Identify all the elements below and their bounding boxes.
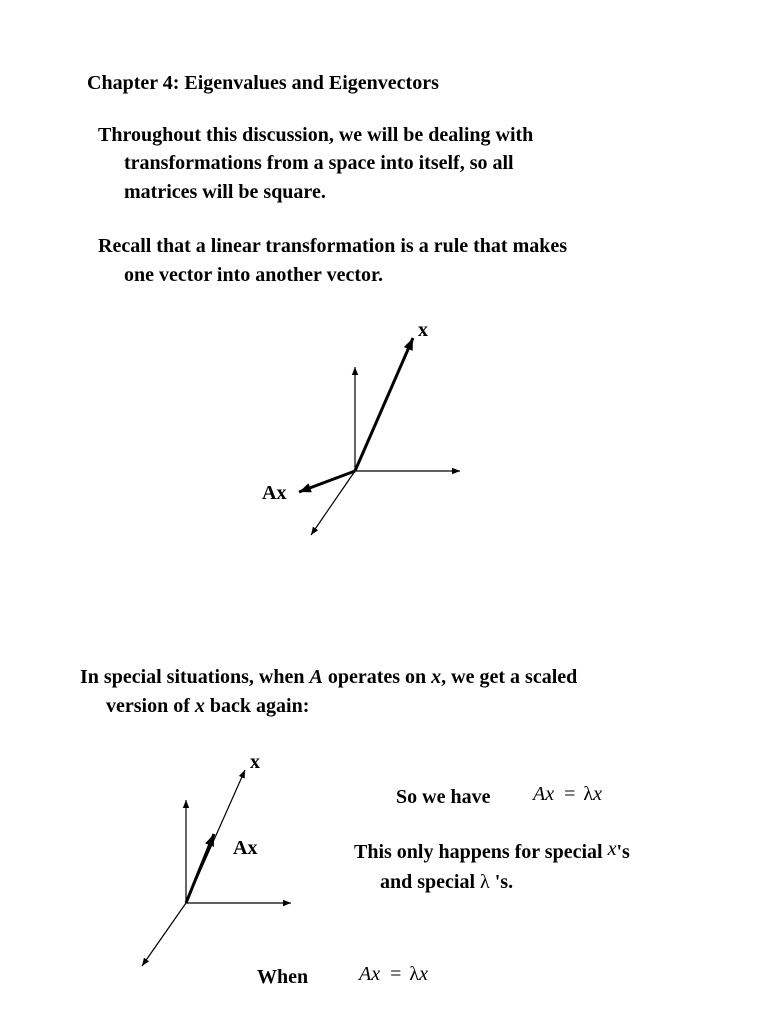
vector-ax-1 [299,471,355,492]
special-lambda: λ [480,871,490,893]
special-line1 [354,840,630,864]
eq-lambda: λ [583,783,594,805]
para3-var-x: x [194,695,205,717]
diagram2-label-ax: Ax [233,837,258,859]
axes-1 [311,367,460,535]
eq-x: x [419,963,428,985]
special-line2 [380,870,513,894]
eigen-equation-2 [359,963,428,986]
when-text: When [257,966,309,988]
eq-x: x [593,783,602,805]
diagram1-label-ax: Ax [262,482,287,504]
special-text: This only happens for special [354,841,603,863]
special-text: and special [380,871,476,893]
para3-var-a: A [309,666,323,688]
vector-ax-2 [186,834,214,903]
para1-line2: transformations from a space into itself, so all [124,152,514,174]
para1-line3: matrices will be square. [124,181,326,203]
special-suffix: 's [616,841,630,863]
para3-text: version of [106,695,195,717]
special-x: x [607,838,617,860]
eq-lhs: Ax [359,963,381,985]
eq-op: = [564,783,576,805]
para3-text: back again: [204,695,310,717]
para2-line2: one vector into another vector. [124,264,384,286]
eq-lambda: λ [409,963,420,985]
para3-text: operates on [322,666,432,688]
special-suffix: 's. [494,871,514,893]
para3-text: , we get a scaled [441,666,578,688]
para3-var-x: x [431,666,442,688]
axes-2 [142,800,291,966]
diagram2-label-x: x [250,751,260,773]
eigen-equation-1 [533,783,602,806]
diagram1-label-x: x [418,319,428,341]
para2-line1: Recall that a linear transformation is a rule that makes [98,235,568,257]
page-title: Chapter 4: Eigenvalues and Eigenvectors [87,72,439,94]
para3-line1 [80,665,577,689]
vector-x-1 [355,338,413,471]
so-we-have-text: So we have [396,786,491,808]
eq-lhs: Ax [533,783,555,805]
para3-text: In special situations, when [80,666,310,688]
eq-op: = [390,963,402,985]
para3-line2 [106,694,309,718]
para1-line1: Throughout this discussion, we will be dealing with [98,124,534,146]
